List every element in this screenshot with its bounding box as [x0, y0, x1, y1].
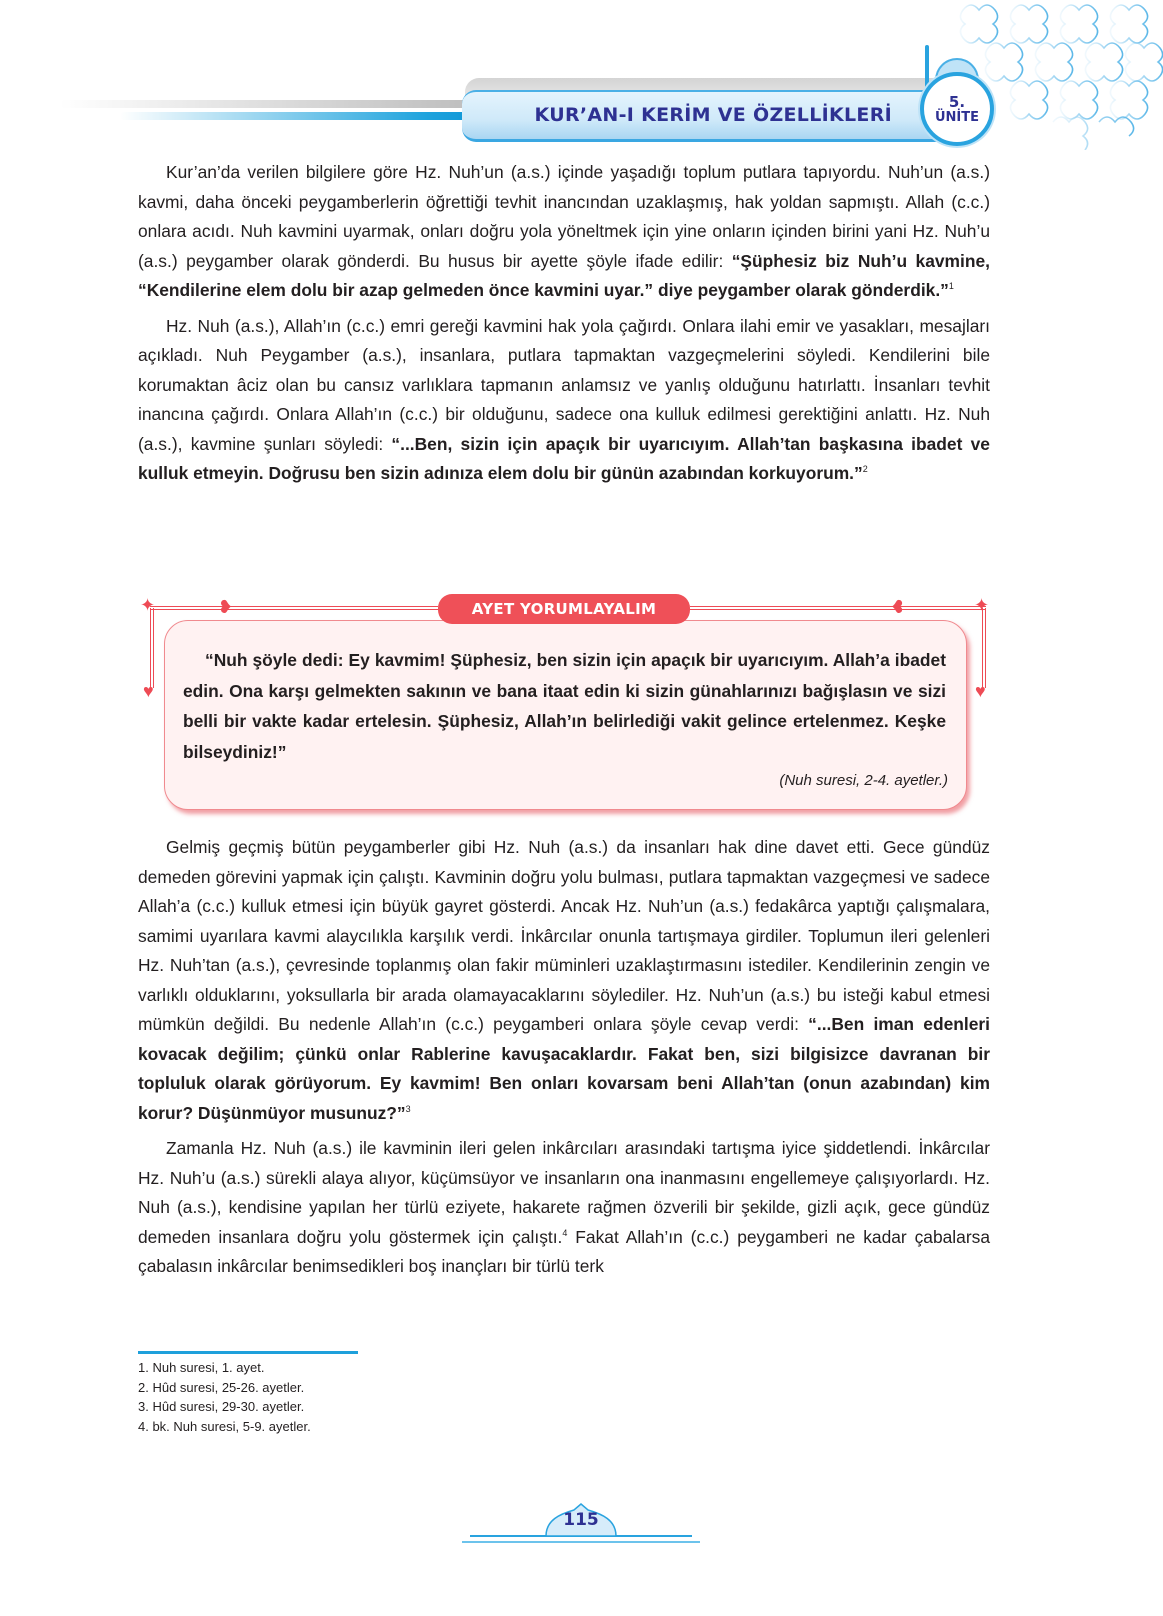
frame-line-left	[150, 608, 154, 688]
footnote-item: 2. Hûd suresi, 25-26. ayetler.	[138, 1379, 305, 1395]
page-header	[0, 0, 1163, 150]
page-number: 115	[563, 1510, 599, 1530]
body-text-bottom	[138, 833, 990, 1288]
body-text-top	[138, 158, 990, 495]
frame-line-right	[982, 608, 986, 688]
page-footer-line	[462, 1541, 700, 1543]
fleur-ornament-icon: ❥	[890, 597, 906, 617]
ayet-yorumlayalim-box	[138, 594, 998, 824]
unit-label: ÜNİTE	[934, 109, 980, 125]
footnote-item: 3. Hûd suresi, 29-30. ayetler.	[138, 1399, 305, 1414]
footnote-item: 1. Nuh suresi, 1. ayet.	[138, 1360, 265, 1375]
ayet-heading: AYET YORUMLAYALIM	[438, 594, 690, 624]
paragraph: Kur’an’da verilen bilgilere göre Hz. Nuh’un (a.s.) içinde yaşadığı toplum putlara tapıyordu. Nuh’un (a.s.) kavmi, daha önceki peygamberlerin öğrettiği tevhit inancından uzaklaşmış, hak yoldan sapmıştı. Allah (c.c.) onlara acıdı. Nuh kavmini uyarmak, onları doğru yola yöneltmek için yine onların içinden birini yani Hz. Nuh’u (a.s.) peygamber olarak gönderdi. Bu husus bir ayette şöyle ifade edilir: “Şüphesiz biz Nuh’u kavmine, “Kendilerine elem dolu bir azap gelmeden önce kavmini uyar.” diye peygamber olarak gönderdik.”$^1$	[138, 162, 990, 300]
ayet-quote-panel	[164, 620, 967, 810]
footnotes	[138, 1358, 311, 1436]
quote-bold: “...Ben, sizin için apaçık bir uyarıcıyım. Allah’tan başkasına ibadet ve kulluk etmeyin. Doğrusu ben sizin adınıza elem dolu bir günün azabından korkuyorum.”	[138, 433, 990, 483]
paragraph: Hz. Nuh (a.s.), Allah’ın (c.c.) emri gereği kavmini hak yola çağırdı. Onlara ilahi emir ve yasakları, mesajları açıkladı. Nuh Peygamber (a.s.), insanlara, putlara tapmaktan vazgeçmelerini söyledi. Kendilerini bile korumaktan âciz olan bu cansız varlıklara tapmanın anlamsız ve yanlış olduğunu hatırlattı. İnsanları tevhit inancına çağırdı. Onlara Allah’ın (c.c.) bir olduğunu, sadece ona kulluk edilmesi gerektiğini anlattı. Hz. Nuh (a.s.), kavmine şunları söyledi: “...Ben, sizin için apaçık bir uyarıcıyım. Allah’tan başkasına ibadet ve kulluk etmeyin. Doğrusu ben sizin adınıza elem dolu bir günün azabından korkuyorum.”$^2$	[138, 315, 990, 483]
paragraph: Zamanla Hz. Nuh (a.s.) ile kavminin ileri gelen inkârcıları arasındaki tartışma iyice şiddetlendi. İnkârcılar Hz. Nuh’u (a.s.) sürekli alaya alıyor, küçümsüyor ve insanların ona inanmasını engellemeye çalışıyorlardı. Hz. Nuh (a.s.), kendisine yapılan her türlü eziyete, hakarete rağmen özverili bir şekilde, gizli açık, gece gündüz demeden insanlara doğru yolu göstermek için çalıştı.$^4$ Fakat Allah’ın (c.c.) peygamberi ne kadar çabalarsa çabalasın inkârcılar benimsedikleri boş inançları bir türlü terk	[138, 1138, 990, 1276]
footnote-ref[interactable]: 1	[948, 281, 954, 292]
footnote-ref[interactable]: 2	[862, 464, 868, 475]
corner-ornament-icon: ✦	[140, 595, 156, 615]
header-streak-blue	[120, 112, 480, 120]
footnote-divider	[138, 1351, 358, 1354]
ayet-quote: “Nuh şöyle dedi: Ey kavmim! Şüphesiz, ben sizin için apaçık bir uyarıcıyım. Allah’a ibadet edin. Ona karşı gelmekten sakının ve bana itaat edin ki sizin günahlarınızı bağışlasın ve sizi belli bir vakte kadar ertelesin. Şüphesiz, Allah’ın belirlediği vakit gelince ertelenmez. Keşke bilseydiniz!”	[183, 650, 946, 762]
drop-ornament-icon: ♥	[975, 681, 986, 701]
fleur-ornament-icon: ❥	[218, 597, 234, 617]
footnote-ref[interactable]: 4	[562, 1227, 568, 1238]
footnote-ref[interactable]: 3	[405, 1103, 411, 1114]
unit-number: 5.	[948, 92, 966, 111]
corner-ornament-icon: ✦	[974, 595, 990, 615]
paragraph: Gelmiş geçmiş bütün peygamberler gibi Hz. Nuh (a.s.) da insanları hak dine davet etti. Gece gündüz demeden görevini yapmak için çalıştı. Kavminin doğru yolu bulması, putlara tapmaktan vazgeçmesi ve sadece Allah’a (c.c.) kulluk etmesi için büyük gayret gösterdi. Ancak Hz. Nuh’un (a.s.) fedakârca yaptığı çalışmalara, samimi uyarılara kavmi alaycılıkla karşılık verdi. İnkârcılar onunla tartışmaya girdiler. Toplumun ileri gelenleri Hz. Nuh’tan (a.s.), çevresinde toplanmış olan fakir müminleri uzaklaştırmasını istediler. Kendilerinin zengin ve varlıklı olduklarını, yoksullarla bir arada olamayacaklarını söylediler. Hz. Nuh’un (a.s.) bu isteği kabul etmesi mümkün değildi. Bu nedenle Allah’ın (c.c.) peygamberi onlara şöyle cevap verdi: “...Ben iman edenleri kovacak değilim; çünkü onlar Rablerine kavuşacaklardır. Fakat ben, sizi bilgisizce davranan bir topluluk olarak görüyorum. Ey kavmim! Ben onları kovarsam beni Allah’tan (onun azabından) kim korur? Düşünmüyor musunuz?”$^3$	[138, 837, 990, 1123]
chapter-banner	[462, 90, 980, 142]
header-streak-gray	[60, 100, 480, 108]
frame-line-top-right	[690, 606, 986, 610]
unit-badge	[920, 72, 994, 146]
chapter-title: KUR’AN-I KERİM VE ÖZELLİKLERİ	[534, 104, 892, 126]
ayet-source: (Nuh suresi, 2-4. ayetler.)	[779, 772, 948, 789]
quote-bold: “...Ben iman edenleri kovacak değilim; çünkü onlar Rablerine kavuşacaklardır. Fakat ben, sizi bilgisizce davranan bir topluluk olarak görüyorum. Ey kavmim! Ben onları kovarsam beni Allah’tan (onun azabından) kim korur? Düşünmüyor musunuz?”	[138, 1014, 990, 1123]
footnote-item: 4. bk. Nuh suresi, 5-9. ayetler.	[138, 1418, 311, 1434]
drop-ornament-icon: ♥	[143, 681, 154, 701]
quote-bold: “Şüphesiz biz Nuh’u kavmine, “Kendilerine elem dolu bir azap gelmeden önce kavmini uyar.” diye peygamber olarak gönderdik.”	[138, 250, 990, 300]
frame-line-top-left	[150, 606, 438, 610]
